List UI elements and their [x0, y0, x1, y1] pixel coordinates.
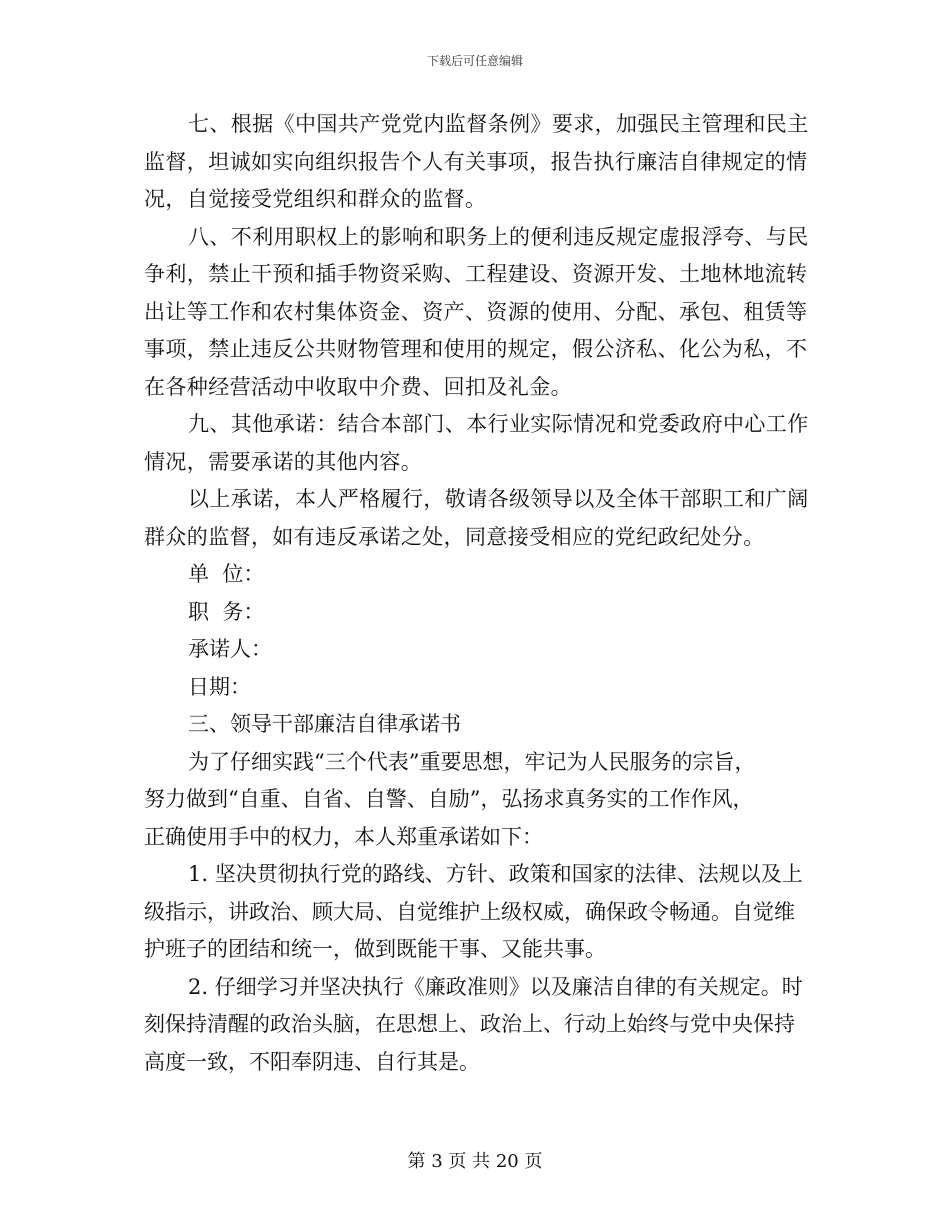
- list-item-2: 2. 仔细学习并坚决执行《廉政准则》以及廉洁自律的有关规定。时刻保持清醒的政治头脑，在思想上、政治上、行动上始终与党中央保持高度一致，不阳奉阴违、自行其是。: [144, 974, 803, 1074]
- intro-line-2: 努力做到“自重、自省、自警、自励”，弘扬求真务实的工作作风，: [144, 787, 754, 811]
- paragraph-commitment: 以上承诺，本人严格履行，敬请各级领导以及全体干部职工和广阔群众的监督，如有违反承诺之处，同意接受相应的党纪政纪处分。: [144, 487, 809, 549]
- paragraph-item-8: 八、不利用职权上的影响和职务上的便利违反规定虚报浮夸、与民争利，禁止干预和插手物资采购、工程建设、资源开发、土地林地流转出让等工作和农村集体资金、资产、资源的使用、分配、承包、租赁等事项，禁止违反公共财物管理和使用的规定，假公济私、化公为私，不在各种经营活动中收取中介费、回扣及礼金。: [144, 224, 809, 399]
- signature-unit: 单 位：: [188, 562, 265, 586]
- document-body: [144, 106, 812, 1081]
- intro-line-3: 正确使用手中的权力，本人郑重承诺如下：: [144, 824, 543, 849]
- signature-person: 承诺人：: [188, 637, 272, 661]
- intro-line-1: 为了仔细实践“三个代表”重要思想，牢记为人民服务的宗旨，: [188, 749, 756, 774]
- header-note: 下载后可任意编辑: [426, 54, 523, 68]
- page-number: 第 3 页 共 20 页: [407, 1151, 543, 1172]
- paragraph-item-7: 七、根据《中国共产党党内监督条例》要求，加强民主管理和民主监督，坦诚如实向组织报告个人有关事项，报告执行廉洁自律规定的情况，自觉接受党组织和群众的监督。: [144, 112, 809, 211]
- signature-post: 职 务：: [188, 599, 265, 624]
- paragraph-item-9: 九、其他承诺：结合本部门、本行业实际情况和党委政府中心工作情况，需要承诺的其他内容。: [144, 412, 809, 474]
- section-title: 三、领导干部廉洁自律承诺书: [188, 712, 461, 736]
- signature-date: 日期：: [188, 674, 251, 699]
- list-item-1: 1. 坚决贯彻执行党的路线、方针、政策和国家的法律、法规以及上级指示，讲政治、顾大局、自觉维护上级权威，确保政令畅通。自觉维护班子的团结和统一，做到既能干事、又能共事。: [144, 862, 803, 961]
